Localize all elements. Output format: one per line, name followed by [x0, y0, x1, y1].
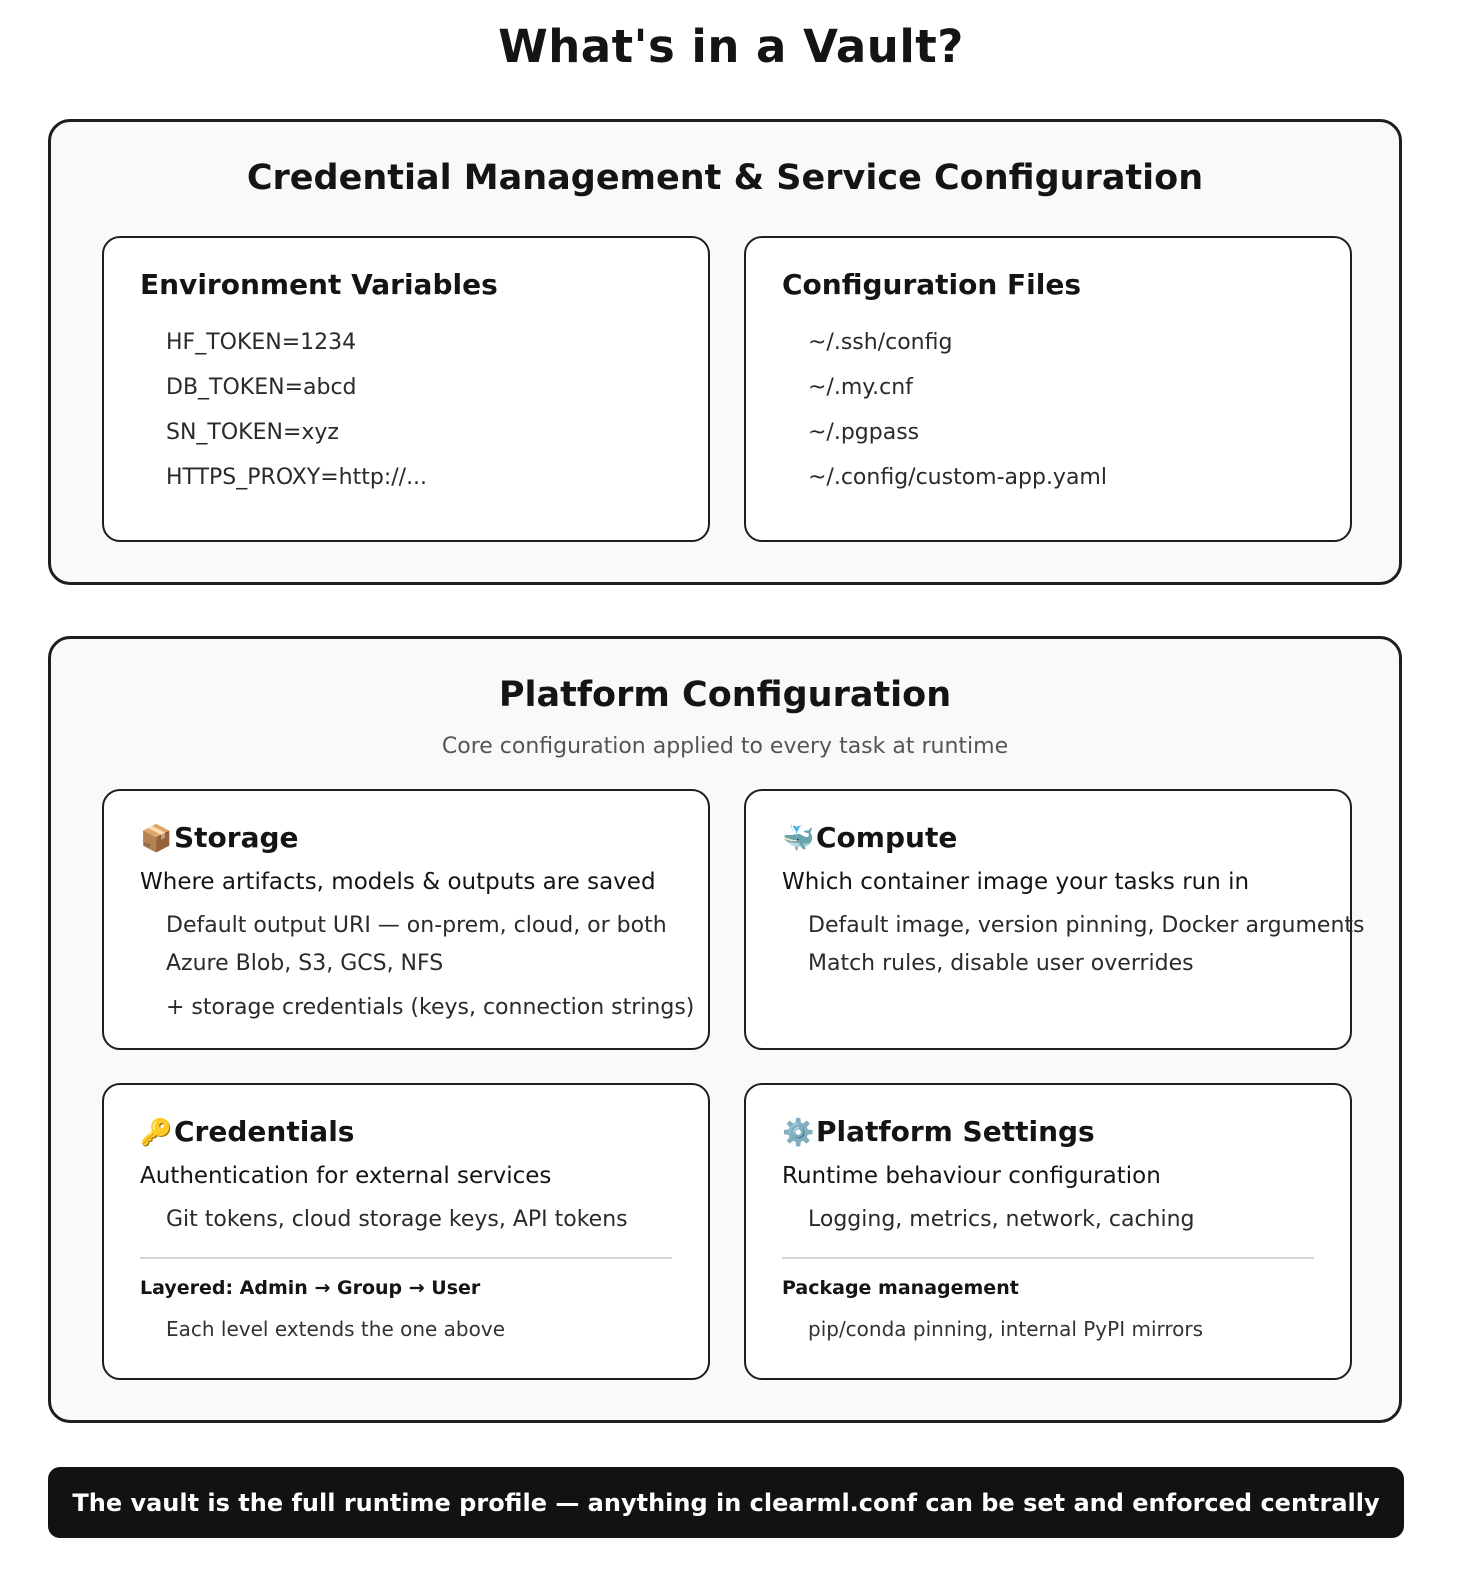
storage-item: Default output URI — on-prem, cloud, or both	[166, 913, 667, 938]
env-var-item: HF_TOKEN=1234	[166, 330, 357, 355]
platform-configuration-section	[48, 636, 1402, 1423]
storage-card	[102, 789, 710, 1050]
config-file-item: ~/.ssh/config	[808, 330, 953, 355]
section-title: Platform Configuration	[498, 675, 952, 715]
divider	[782, 1257, 1314, 1259]
config-file-item: ~/.pgpass	[808, 420, 920, 445]
package-management-heading: Package management	[782, 1277, 1019, 1299]
divider	[140, 1257, 672, 1259]
credentials-card	[102, 1083, 710, 1380]
footer-banner: The vault is the full runtime profile — anything in clearml.conf can be set and enforced centrally	[48, 1467, 1404, 1538]
card-description: Runtime behaviour configuration	[782, 1163, 1161, 1189]
compute-item: Match rules, disable user overrides	[808, 951, 1194, 976]
card-title	[782, 821, 957, 854]
compute-card	[744, 789, 1365, 1050]
package-icon: 📦	[140, 824, 173, 854]
storage-item: Azure Blob, S3, GCS, NFS	[166, 951, 444, 976]
layering-note: Each level extends the one above	[166, 1317, 506, 1341]
card-description: Where artifacts, models & outputs are saved	[140, 869, 656, 895]
section-subtitle: Core configuration applied to every task at runtime	[441, 734, 1009, 759]
gear-icon: ⚙️	[782, 1118, 815, 1148]
section-title: Credential Management & Service Configuration	[246, 158, 1204, 198]
configuration-files-card	[744, 236, 1352, 542]
env-var-item: DB_TOKEN=abcd	[166, 375, 357, 400]
whale-icon: 🐳	[782, 824, 815, 854]
card-title-text: Compute	[816, 821, 958, 854]
platform-settings-item: Logging, metrics, network, caching	[808, 1207, 1195, 1232]
package-management-note: pip/conda pinning, internal PyPI mirrors	[808, 1317, 1204, 1341]
card-title-text: Credentials	[174, 1115, 355, 1148]
credential-management-section	[48, 119, 1402, 585]
card-title	[140, 1115, 354, 1148]
card-title	[782, 1115, 1095, 1148]
card-description: Which container image your tasks run in	[782, 869, 1250, 895]
card-title-text: Storage	[174, 821, 299, 854]
platform-settings-card	[744, 1083, 1352, 1380]
storage-item: + storage credentials (keys, connection strings)	[166, 995, 695, 1020]
key-icon: 🔑	[140, 1118, 173, 1148]
layering-heading: Layered: Admin → Group → User	[140, 1277, 481, 1299]
card-description: Authentication for external services	[140, 1163, 552, 1189]
config-file-item: ~/.my.cnf	[808, 375, 913, 400]
config-file-item: ~/.config/custom-app.yaml	[808, 465, 1107, 490]
compute-item: Default image, version pinning, Docker arguments	[808, 913, 1365, 938]
env-var-item: SN_TOKEN=xyz	[166, 420, 339, 445]
card-title-text: Platform Settings	[816, 1115, 1095, 1148]
card-title: Environment Variables	[140, 268, 498, 301]
page-title: What's in a Vault?	[498, 20, 964, 73]
env-var-item: HTTPS_PROXY=http://...	[166, 465, 428, 490]
card-title: Configuration Files	[782, 268, 1082, 301]
environment-variables-card	[102, 236, 710, 542]
credentials-item: Git tokens, cloud storage keys, API tokens	[166, 1207, 628, 1232]
card-title	[140, 821, 299, 854]
